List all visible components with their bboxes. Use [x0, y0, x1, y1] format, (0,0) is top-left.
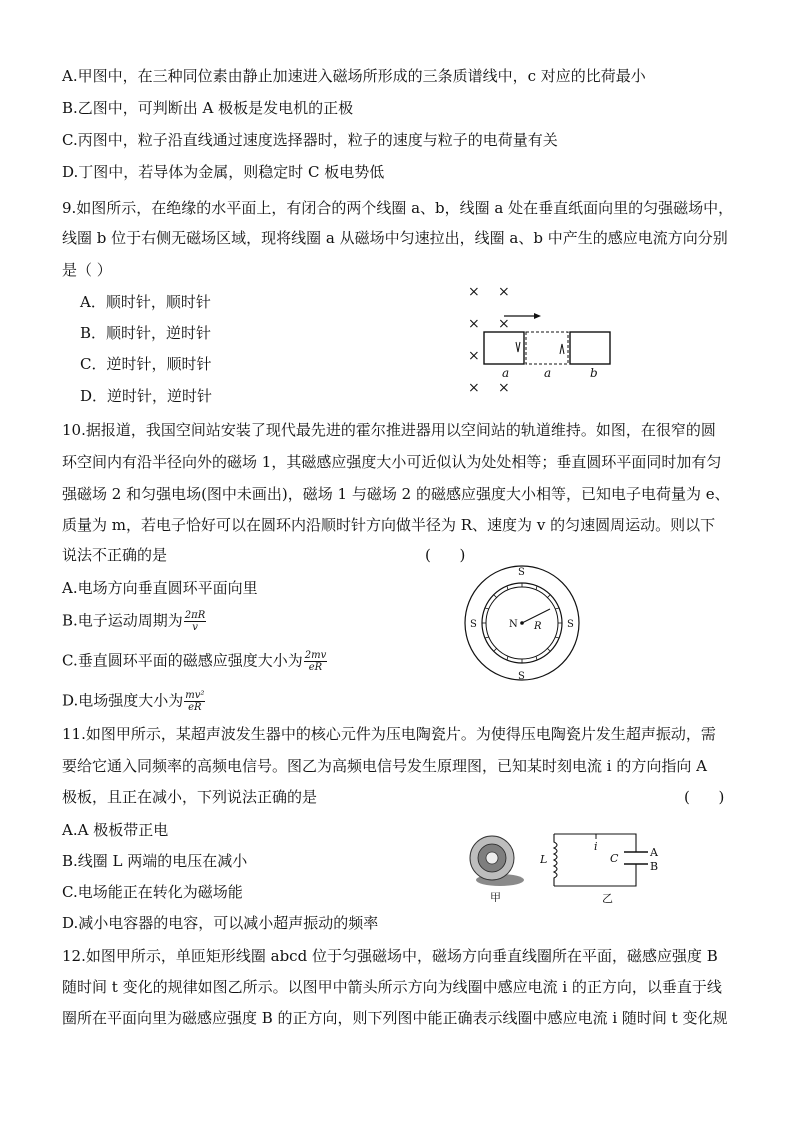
q8-option-c: C.丙图中，粒子沿直线通过速度选择器时，粒子的速度与粒子的电荷量有关	[62, 131, 558, 149]
q12-stem-line3: 圈所在平面向里为磁感应强度 B 的正方向，则下列图中能正确表示线圈中感应电流 i 随时间 t 变化规	[62, 1009, 728, 1027]
radius-label: R	[534, 621, 542, 632]
q9-coil-figure	[462, 280, 632, 405]
q8-option-b: B.乙图中，可判断出 A 极板是发电机的正极	[62, 99, 354, 117]
q9-option-d: D．逆时针，逆时针	[80, 387, 213, 405]
pole-s: S	[518, 567, 525, 578]
q12-stem-line1: 12.如图甲所示，单匝矩形线圈 abcd 位于匀强磁场中，磁场方向垂直线圈所在平面，磁感应强度 B	[62, 947, 718, 965]
q8-option-a: A.甲图中，在三种同位素由静止加速进入磁场所形成的三条质谱线中，c 对应的比荷最小	[62, 67, 646, 85]
label-a: a	[544, 366, 552, 380]
q11-option-a: A.A 极板带正电	[62, 821, 169, 839]
plate-b-label: B	[650, 860, 659, 873]
figure-label-jia: 甲	[490, 891, 501, 902]
q10-option-a: A.电场方向垂直圆环平面向里	[62, 579, 258, 597]
pole-s: S	[470, 619, 477, 630]
q10-stem-line1: 10.据报道，我国空间站安装了现代最先进的霍尔推进器用以空间站的轨道维持。如图，在很窄的圆	[62, 421, 716, 439]
q10-stem-line2: 环空间内有沿半径向外的磁场 1，其磁感应强度大小可近似认为处处相等；垂直圆环平面同时加有匀	[62, 453, 722, 471]
field-cross: ×	[498, 380, 510, 396]
coil-a	[484, 332, 524, 364]
q10-option-c	[62, 650, 327, 673]
figure-label-yi: 乙	[602, 892, 613, 905]
center-dot	[520, 621, 524, 625]
plate-a-label: A	[650, 846, 658, 859]
q9-stem-line1: 9.如图所示，在绝缘的水平面上，有闭合的两个线圈 a、b，线圈 a 处在垂直纸面向里的匀强磁场中，	[62, 199, 734, 217]
field-cross: ×	[468, 380, 480, 396]
q10-answer-paren: ( )	[425, 546, 466, 564]
current-arrow	[516, 342, 520, 352]
q10-option-d-fraction: $\frac{\text{mv²}}{eR}$	[185, 690, 205, 713]
q11-stem-line2: 要给它通入同频率的高频电信号。图乙为高频电信号发生原理图，已知某时刻电流 i 的方向指向 A	[62, 757, 707, 775]
pull-arrowhead	[534, 313, 541, 319]
field-cross: ×	[498, 284, 510, 300]
inductor-coil	[554, 834, 557, 886]
q10-ring-figure	[462, 563, 582, 683]
circuit-wire-bottom	[554, 864, 636, 886]
q10-option-d-text: D.电场强度大小为	[62, 691, 184, 710]
q11-option-b: B.线圈 L 两端的电压在减小	[62, 852, 248, 870]
field-cross: ×	[498, 316, 510, 332]
q10-option-c-text: C.垂直圆环平面的磁感应强度大小为	[62, 651, 303, 670]
q11-piezo-figure	[462, 822, 532, 902]
q9-option-b: B．顺时针，逆时针	[80, 324, 212, 342]
q10-option-c-fraction: $\frac{2mv}{eR}$	[304, 650, 327, 673]
pole-s: S	[567, 619, 574, 630]
q10-stem-line5: 说法不正确的是	[62, 546, 168, 564]
q9-stem-line3: 是（ ）	[62, 261, 112, 279]
q10-option-b	[62, 610, 206, 633]
q9-option-a: A．顺时针，顺时针	[80, 293, 211, 311]
field-cross: ×	[468, 284, 480, 300]
q10-option-d	[62, 690, 205, 713]
piezo-disc-center	[486, 852, 498, 864]
pole-n: N	[509, 619, 518, 630]
q11-option-d: D.减小电容器的电容，可以减小超声振动的频率	[62, 914, 379, 932]
coil-b	[570, 332, 610, 364]
field-cross: ×	[468, 348, 480, 364]
label-a: a	[502, 366, 510, 380]
q10-option-b-fraction: $\frac{2\pi R}{v}$	[184, 610, 206, 633]
field-cross: ×	[468, 316, 480, 332]
q11-answer-paren: ( )	[684, 788, 725, 806]
capacitor-label: C	[610, 852, 619, 865]
q10-option-b-text: B.电子运动周期为	[62, 611, 183, 630]
pole-s: S	[518, 671, 525, 682]
q11-option-c: C.电场能正在转化为磁场能	[62, 883, 243, 901]
current-arrow	[560, 344, 564, 354]
q11-stem-line1: 11.如图甲所示，某超声波发生器中的核心元件为压电陶瓷片。为使得压电陶瓷片发生超声振动，需	[62, 725, 716, 743]
q11-stem-line3: 极板，且正在减小，下列说法正确的是	[62, 788, 318, 806]
current-label: i	[594, 840, 598, 853]
inductor-label: L	[540, 853, 548, 866]
q8-option-d: D.丁图中，若导体为金属，则稳定时 C 板电势低	[62, 163, 385, 181]
q10-stem-line3: 强磁场 2 和匀强电场(图中未画出)，磁场 1 与磁场 2 的磁感应强度大小相等，已知电子电荷量为 e、	[62, 485, 730, 503]
q12-stem-line2: 随时间 t 变化的规律如图乙所示。以图甲中箭头所示方向为线圈中感应电流 i 的正方向，以垂直于线	[62, 978, 722, 996]
q11-lc-circuit-figure	[540, 830, 670, 905]
q10-stem-line4: 质量为 m，若电子恰好可以在圆环内沿顺时针方向做半径为 R、速度为 v 的匀速圆周运动。则以下	[62, 516, 716, 534]
label-b: b	[590, 366, 598, 380]
q9-option-c: C．逆时针，顺时针	[80, 355, 212, 373]
q9-stem-line2: 线圈 b 位于右侧无磁场区域，现将线圈 a 从磁场中匀速拉出，线圈 a、b 中产生的感应电流方向分别	[62, 229, 728, 247]
